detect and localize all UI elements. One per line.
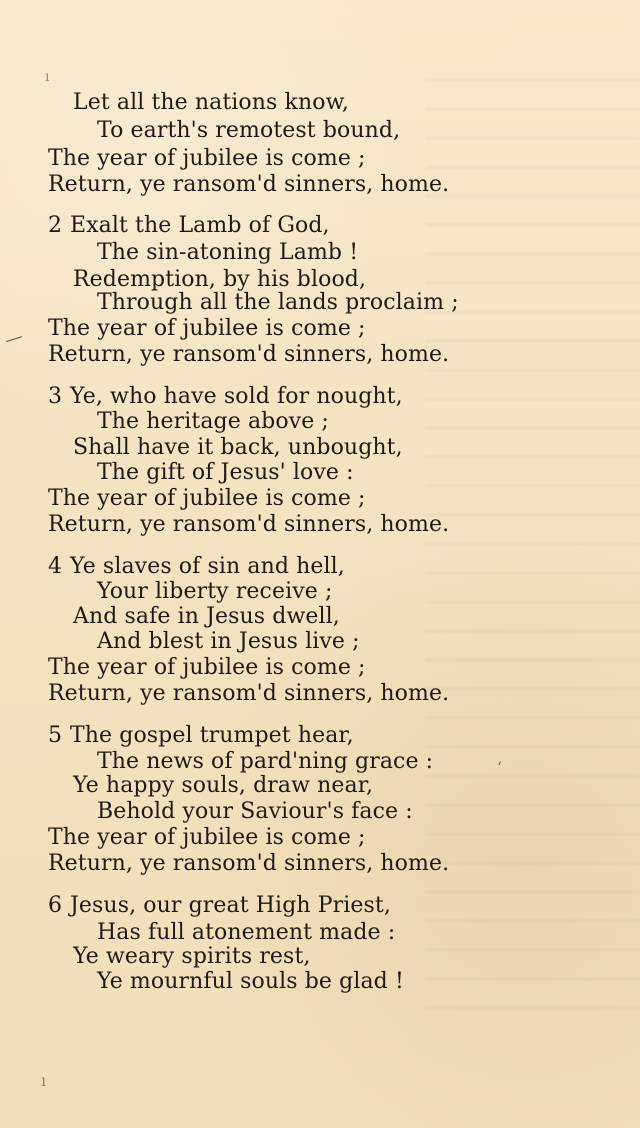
stanza-4-line-3: And safe in Jesus dwell, (73, 604, 340, 629)
stanza-6-line-1-text: Jesus, our great High Priest, (70, 893, 391, 918)
stanza-5-number: 5 (48, 723, 63, 748)
stanza-4-line-1-text: Ye slaves of sin and hell, (70, 554, 345, 579)
stanza-3-line-6: Return, ye ransom'd sinners, home. (48, 512, 450, 537)
page-mark-bottom: ı (41, 1071, 47, 1090)
stanza-4-number: 4 (48, 554, 63, 579)
stanza-3-line-1-text: Ye, who have sold for nought, (70, 384, 403, 409)
stanza-4-line-4: And blest in Jesus live ; (97, 629, 360, 654)
stanza-6-number: 6 (48, 893, 63, 918)
stanza-3-line-5: The year of jubilee is come ; (48, 486, 366, 511)
stanza-5-line-2: The news of pard'ning grace : (97, 749, 434, 774)
stanza-3-line-3: Shall have it back, unbought, (73, 435, 403, 460)
stanza-4-line-5: The year of jubilee is come ; (48, 655, 366, 680)
stanza-2-line-1-text: Exalt the Lamb of God, (70, 213, 330, 238)
stanza-6-line-2: Has full atonement made : (97, 920, 396, 945)
stanza-3-number: 3 (48, 384, 63, 409)
page-bleed-through (425, 60, 640, 1020)
stanza-4-line-6: Return, ye ransom'd sinners, home. (48, 681, 450, 706)
stanza-6-line-1 (48, 895, 391, 917)
stanza-5-line-3: Ye happy souls, draw near, (73, 773, 374, 798)
stanza-2-line-3: Redemption, by his blood, (73, 267, 367, 292)
stanza-6-line-3: Ye weary spirits rest, (73, 944, 311, 969)
stanza-5-line-1 (48, 725, 354, 747)
page-mark-right: ‘ (497, 758, 503, 777)
stanza-5-line-4: Behold your Saviour's face : (97, 799, 413, 824)
stanza-2-line-1 (48, 215, 330, 237)
stanza-2-number: 2 (48, 213, 63, 238)
stanza-5-line-6: Return, ye ransom'd sinners, home. (48, 851, 450, 876)
stanza-1-line-1: Let all the nations know, (73, 90, 349, 115)
stanza-1-line-2: To earth's remotest bound, (97, 118, 401, 143)
stanza-5-line-5: The year of jubilee is come ; (48, 825, 366, 850)
stanza-2-line-6: Return, ye ransom'd sinners, home. (48, 342, 450, 367)
stanza-2-line-4: Through all the lands proclaim ; (97, 290, 459, 315)
stanza-3-line-4: The gift of Jesus' love : (97, 460, 354, 485)
page-mark-left: — (2, 325, 26, 352)
stanza-2-line-2: The sin-atoning Lamb ! (97, 240, 359, 265)
stanza-1-line-4: Return, ye ransom'd sinners, home. (48, 172, 450, 197)
stanza-5-line-1-text: The gospel trumpet hear, (70, 723, 354, 748)
stanza-2-line-5: The year of jubilee is come ; (48, 316, 366, 341)
stanza-4-line-2: Your liberty receive ; (97, 579, 333, 604)
page-mark-top: ı (45, 69, 50, 85)
stanza-1-line-3: The year of jubilee is come ; (48, 146, 366, 171)
stanza-4-line-1 (48, 556, 345, 578)
stanza-6-line-4: Ye mournful souls be glad ! (97, 969, 404, 994)
stanza-3-line-1 (48, 386, 403, 408)
stanza-3-line-2: The heritage above ; (97, 409, 329, 434)
